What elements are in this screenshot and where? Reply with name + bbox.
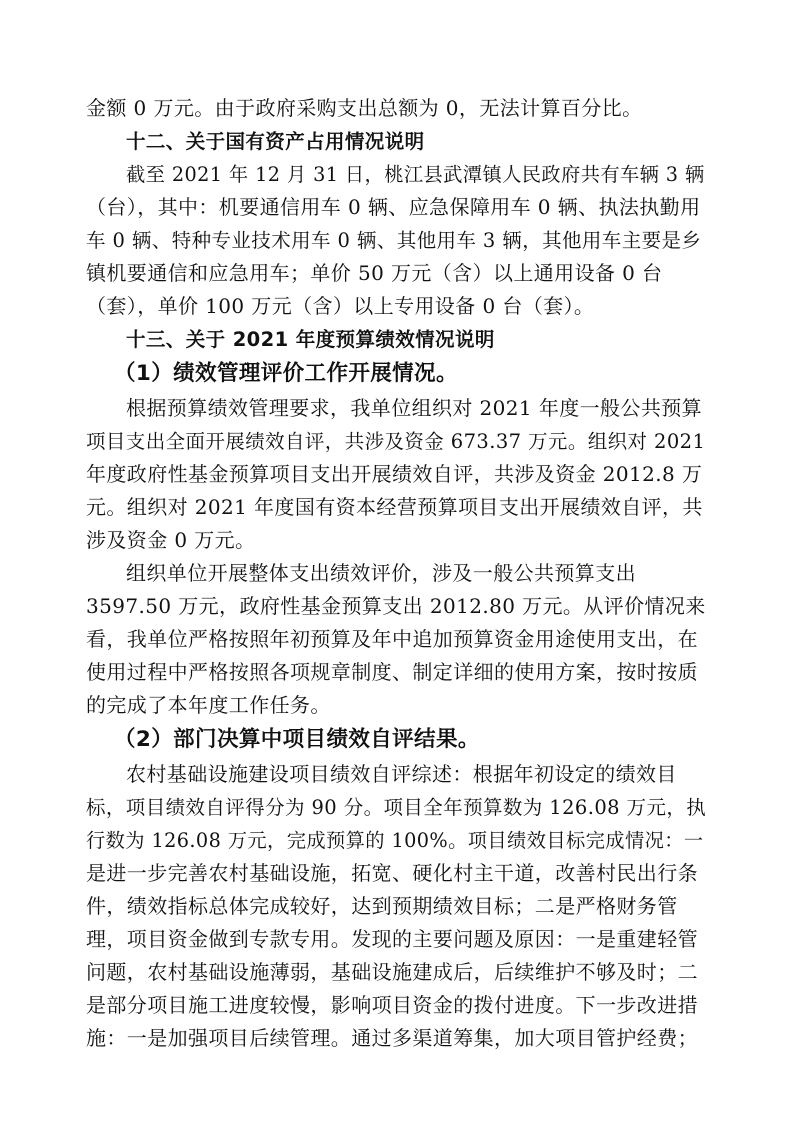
paragraph-line: 金额 0 万元。由于政府采购支出总额为 0，无法计算百分比。 [86,96,643,120]
subsection-heading-1: （1）绩效管理评价工作开展情况。 [114,361,458,386]
paragraph-line: 元。组织对 2021 年度国有资本经营预算项目支出开展绩效自评，共 [86,495,703,519]
paragraph-line: （台），其中：机要通信用车 0 辆、应急保障用车 0 辆、执法执勤用 [86,195,701,219]
paragraph-line: 行数为 126.08 万元，完成预算的 100%。项目绩效目标完成情况：一 [86,829,704,852]
paragraph-line: 镇机要通信和应急用车；单价 50 万元（含）以上通用设备 0 台 [86,261,663,285]
paragraph-line: 施：一是加强项目后续管理。通过多渠道筹集，加大项目管护经费； [86,1026,698,1050]
paragraph-line: 问题，农村基础设施薄弱，基础设施建成后，后续维护不够及时；二 [86,960,698,984]
paragraph-line: 根据预算绩效管理要求，我单位组织对 2021 年度一般公共预算 [126,396,703,420]
paragraph-line: 理，项目资金做到专款专用。发现的主要问题及原因：一是重建轻管 [86,927,698,951]
paragraph-line: 3597.50 万元，政府性基金预算支出 2012.80 万元。从评价情况来 [86,594,706,618]
subsection-heading-2: （2）部门决算中项目绩效自评结果。 [114,727,480,752]
paragraph-line: 涉及资金 0 万元。 [86,528,256,552]
paragraph-line: 是进一步完善农村基础设施，拓宽、硬化村主干道，改善村民出行条 [86,861,698,885]
paragraph-line: 的完成了本年度工作任务。 [86,693,331,717]
paragraph-line: 组织单位开展整体支出绩效评价，涉及一般公共预算支出 [126,561,636,585]
paragraph-line: 农村基础设施建设项目绩效自评综述：根据年初设定的绩效目 [126,762,677,786]
paragraph-line: 车 0 辆、特种专业技术用车 0 辆、其他用车 3 辆，其他用车主要是乡 [86,229,702,252]
section-heading-12: 十二、关于国有资产占用情况说明 [126,130,425,153]
paragraph-line: 是部分项目施工进度较慢，影响项目资金的拨付进度。下一步改进措 [86,993,698,1017]
paragraph-line: 项目支出全面开展绩效自评，共涉及资金 673.37 万元。组织对 2021 [86,430,706,453]
paragraph-line: 年度政府性基金预算项目支出开展绩效自评，共涉及资金 2012.8 万 [86,462,703,486]
section-heading-13: 十三、关于 2021 年度预算绩效情况说明 [126,328,495,351]
paragraph-line: 标，项目绩效自评得分为 90 分。项目全年预算数为 126.08 万元，执 [86,796,707,819]
paragraph-line: 截至 2021 年 12 月 31 日，桃江县武潭镇人民政府共有车辆 3 辆 [126,163,705,186]
paragraph-line: 件，绩效指标总体完成较好，达到预期绩效目标；二是严格财务管 [86,894,678,918]
paragraph-line: （套），单价 100 万元（含）以上专用设备 0 台（套）。 [86,294,595,318]
paragraph-line: 使用过程中严格按照各项规章制度、制定详细的使用方案，按时按质 [86,660,698,684]
paragraph-line: 看，我单位严格按照年初预算及年中追加预算资金用途使用支出，在 [86,627,698,651]
